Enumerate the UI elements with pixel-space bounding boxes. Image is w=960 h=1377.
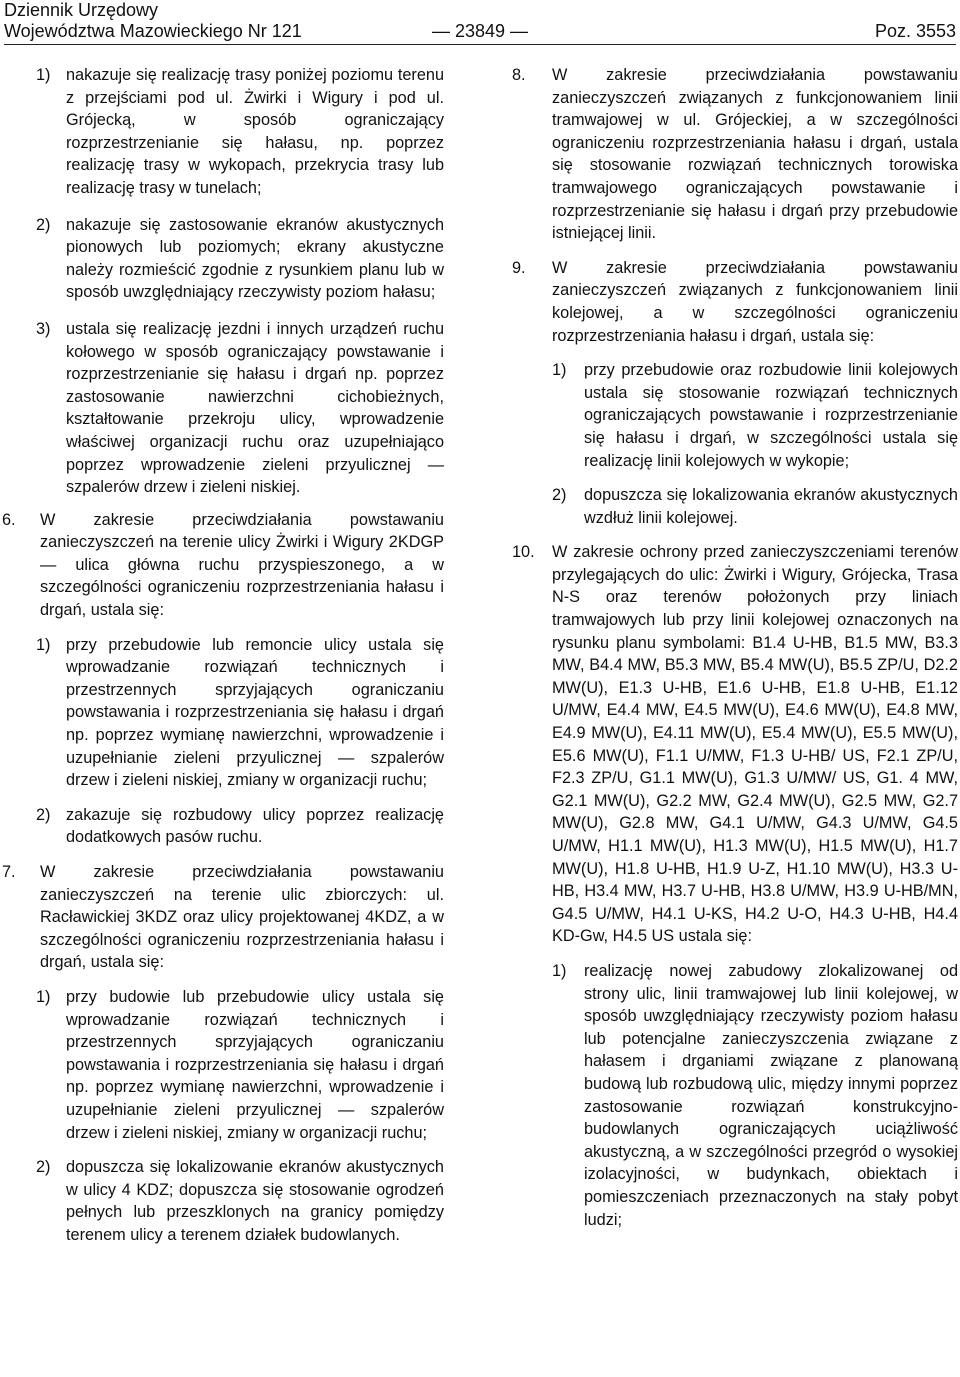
list-item xyxy=(36,634,444,792)
list-item xyxy=(36,804,444,849)
section-7 xyxy=(2,861,444,974)
section-number: 7. xyxy=(2,863,16,881)
page-number: — 23849 — xyxy=(431,21,529,41)
item-text: dopuszcza się lokalizowanie ekranów akustycznych w ulicy 4 KDZ; dopuszcza się stosowanie ogrodzeń pełnych lub przeszklonych na granicy pomiędzy terenem ulicy a terenem działek budowlanych. xyxy=(66,1158,444,1244)
item-number: 1) xyxy=(36,635,51,654)
section-6 xyxy=(2,509,444,622)
item-number: 1) xyxy=(552,961,567,980)
item-text: nakazuje się realizację trasy poniżej poziomu terenu z przejściami pod ul. Żwirki i Wigury i pod ul. Grójecką, w sposób ograniczający rozprzestrzenianie się hałasu, np. poprzez realizację trasy w wykopach, przekrycia trasy lub realizację trasy w tunelach; xyxy=(66,66,444,197)
section-number: 10. xyxy=(512,543,535,562)
item-number: 2) xyxy=(36,1158,51,1177)
item-text: przy budowie lub przebudowie ulicy ustala się wprowadzanie rozwiązań technicznych i przestrzennych sprzyjających ograniczaniu powstawania i rozprzestrzeniania się hałasu i drgań np. poprzez wymianę nawierzchni, wprowadzenie i uzupełnianie zieleni przyulicznej — szpalerów drzew i zieleni niskiej, zmiany w organizacji ruchu; xyxy=(66,987,444,1142)
item-number: 1) xyxy=(36,987,51,1006)
item-text: przy przebudowie oraz rozbudowie linii kolejowych ustala się stosowanie rozwiązań technicznych ograniczających powstawanie i rozprzestrzenianie się hałasu i drgań, w szczególności ustala się realizację linii kolejowych w wykopie; xyxy=(584,361,958,470)
item-number: 2) xyxy=(36,215,51,234)
header-rule xyxy=(4,44,956,45)
list-item xyxy=(36,214,444,304)
section-intro: W zakresie przeciwdziałania powstawaniu zanieczyszczeń na terenie ulic zbiorczych: ul. Racławickiej 3KDZ oraz ulicy projektowanej 4KDZ, a w szczególności ograniczeniu rozprzestrzeniania hałasu i drgań, ustala się: xyxy=(40,863,444,972)
voivodeship-issue: Województwa Mazowieckiego Nr 121 xyxy=(4,21,302,41)
section-number: 6. xyxy=(2,510,16,529)
item-number: 1) xyxy=(552,361,567,380)
section-intro: W zakresie ochrony przed zanieczyszczeniami terenów przylegających do ulic: Żwirki i Wigury, Grójecka, Trasa N-S oraz terenów położonych przy liniach tramwajowych lub przy linii kolejowej oznaczonych na rysunku planu symbolami: B1.4 U-HB, B1.5 MW, B3.3 MW, B4.4 MW, B5.3 MW, B5.4 MW(U), B5.5 ZP/U, D2.2 MW(U), E1.3 U-HB, E1.6 U-HB, E1.8 U-HB, E1.12 U/MW, E4.4 MW, E4.5 MW(U), E4.6 MW(U), E4.8 MW, E4.9 MW(U), E4.11 MW(U), E5.4 MW(U), E5.5 MW(U), E5.6 MW(U), F1.1 U/MW, F1.3 U-HB/ US, F2.1 ZP/U, F2.3 ZP/U, G1.1 MW(U), G1.3 U/MW/ US, G1. 4 MW, G2.1 MW(U), G2.2 MW, G2.4 MW(U), G2.5 MW, G2.7 MW(U), G2.8 MW, G4.1 U/MW, G4.3 U/MW, G4.5 U/MW, H1.1 MW(U), H1.3 MW(U), H1.5 MW(U), H1.7 MW(U), H1.8 U-HB, H1.9 U-Z, H1.10 MW(U), H3.3 U-HB, H3.4 MW, H3.7 U-HB, H3.8 U/MW, H3.9 U-HB/MN, G4.5 U/MW, H4.1 U-KS, H4.2 U-O, H4.3 U-HB, H4.4 KD-Gw, H4.5 US ustala się: xyxy=(552,543,958,946)
section-8 xyxy=(512,64,958,245)
section-number: 9. xyxy=(512,258,526,277)
section-intro: W zakresie przeciwdziałania powstawaniu zanieczyszczeń na terenie ulicy Żwirki i Wigury 2KDGP — ulica główna ruchu przyspieszonego, a w szczególności ograniczeniu rozprzestrzeniania hałasu i drgań, ustala się: xyxy=(40,510,444,620)
position-number: Poz. 3553 xyxy=(874,21,956,41)
list-item xyxy=(36,1156,444,1246)
section-intro: W zakresie przeciwdziałania powstawaniu zanieczyszczeń związanych z funkcjonowaniem linii kolejowej, a w szczególności ograniczeniu rozprzestrzeniania hałasu i drgań, ustala się: xyxy=(552,258,958,345)
left-column xyxy=(2,64,444,1247)
item-text: zakazuje się rozbudowy ulicy poprzez realizację dodatkowych pasów ruchu. xyxy=(66,805,444,847)
right-column xyxy=(512,64,958,1231)
list-item xyxy=(36,318,444,499)
item-text: ustala się realizację jezdni i innych urządzeń ruchu kołowego w sposób ograniczający powstawanie i rozprzestrzenianie się hałasu i drgań np. poprzez zastosowanie nawierzchni cichobieżnych, kształtowanie przekroju ulicy, wprowadzenie właściwej organizacji ruchu oraz uzupełniająco poprzez wprowadzenie zieleni przyulicznej — szpalerów drzew i zieleni niskiej. xyxy=(66,319,444,497)
item-number: 2) xyxy=(552,486,567,505)
item-text: dopuszcza się lokalizowania ekranów akustycznych wzdłuż linii kolejowej. xyxy=(584,486,958,527)
item-number: 1) xyxy=(36,66,51,84)
item-text: realizację nowej zabudowy zlokalizowanej od strony ulic, linii tramwajowej lub linii kolejowej, w sposób uwzględniający rzeczywisty poziom hałasu lub potencjalne zanieczyszczenia związane z hałasem i drganiami związane z planowaną budową lub rozbudową ulic, między innymi poprzez zastosowanie rozwiązań konstrukcyjno-budowlanych ograniczających uciążliwość akustyczną, a w szczególności przegród o wysokiej izolacyjności, w budynkach, obiektach i pomieszczeniach przeznaczonych na stały pobyt ludzi; xyxy=(584,961,958,1229)
page-header xyxy=(4,0,956,46)
section-10 xyxy=(512,541,958,948)
section-9 xyxy=(512,257,958,347)
list-item xyxy=(552,484,958,529)
list-item xyxy=(552,359,958,472)
journal-title: Dziennik Urzędowy xyxy=(4,0,159,20)
item-number: 3) xyxy=(36,319,51,338)
item-number: 2) xyxy=(36,805,51,824)
list-item xyxy=(36,986,444,1144)
item-text: przy przebudowie lub remoncie ulicy ustala się wprowadzanie rozwiązań technicznych i przestrzennych sprzyjających ograniczaniu powstawania i rozprzestrzeniania się hałasu i drgań np. poprzez wymianę nawierzchni, wprowadzenie i uzupełnianie zieleni przyulicznej — szpalerów drzew i zieleni niskiej, zmiany w organizacji ruchu; xyxy=(66,635,444,790)
item-text: nakazuje się zastosowanie ekranów akustycznych pionowych lub poziomych; ekrany akustyczne należy rozmieścić zgodnie z rysunkiem planu lub w sposób uwzględniający rzeczywisty poziom hałasu; xyxy=(66,215,444,302)
section-text: W zakresie przeciwdziałania powstawaniu zanieczyszczeń związanych z funkcjonowaniem linii tramwajowej w ul. Grójeckiej, a w szczególności ograniczeniu rozprzestrzeniania hałasu i drgań, ustala się stosowanie rozwiązań technicznych torowiska tramwajowego ograniczających powstawanie i rozprzestrzenianie się hałasu i drgań przy przebudowie istniejącej linii. xyxy=(552,66,958,243)
list-item xyxy=(552,960,958,1231)
section-number: 8. xyxy=(512,66,526,84)
list-item xyxy=(36,64,444,200)
